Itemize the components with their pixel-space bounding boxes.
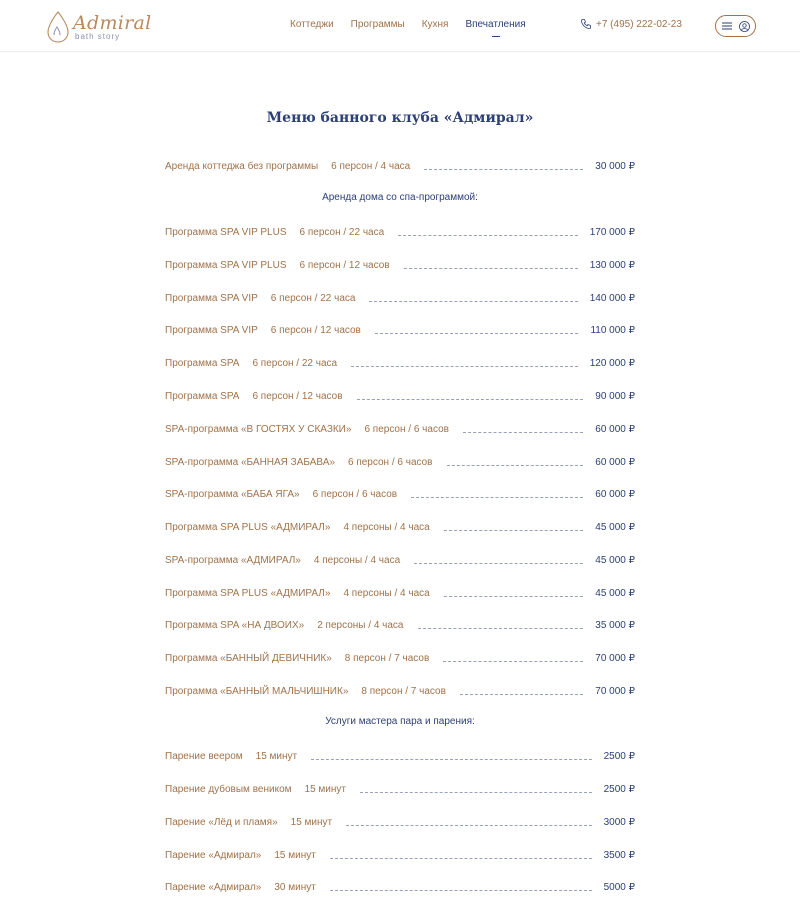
item-price: 110 000 ₽ (590, 325, 635, 336)
item-capacity: 6 персон / 12 часов (270, 325, 361, 336)
menu-row (165, 388, 635, 402)
item-name: SPA-программа «В ГОСТЯХ У СКАЗКИ» (165, 424, 352, 435)
menu-row (165, 519, 635, 533)
item-capacity: 6 персон / 12 часов (252, 391, 343, 402)
item-name: Парение «Лёд и пламя» (165, 817, 278, 828)
item-capacity: 6 персон / 12 часов (299, 260, 390, 271)
logo[interactable] (45, 11, 152, 43)
item-price: 3000 ₽ (603, 817, 635, 828)
item-capacity: 2 персоны / 4 часа (317, 620, 404, 631)
menu-row (165, 355, 635, 369)
item-price: 90 000 ₽ (595, 391, 635, 402)
item-price: 70 000 ₽ (595, 686, 635, 697)
item-price: 70 000 ₽ (595, 653, 635, 664)
item-capacity: 4 персоны / 4 часа (343, 522, 430, 533)
item-price: 35 000 ₽ (595, 620, 635, 631)
item-capacity: 6 персон / 6 часов (312, 489, 398, 500)
nav-programs[interactable]: Программы (350, 19, 405, 30)
item-capacity: 6 персон / 22 часа (299, 227, 385, 238)
drop-logo-icon (45, 11, 71, 43)
item-capacity: 15 минут (274, 850, 316, 861)
item-price: 45 000 ₽ (595, 588, 635, 599)
dotted-leader (444, 530, 584, 531)
item-price: 120 000 ₽ (589, 358, 635, 369)
menu-row (165, 552, 635, 566)
item-price: 170 000 ₽ (589, 227, 635, 238)
dotted-leader (424, 169, 583, 170)
item-capacity: 6 персон / 6 часов (364, 424, 449, 435)
phone-icon (580, 18, 592, 30)
item-price: 5000 ₽ (603, 882, 635, 893)
dotted-leader (360, 792, 592, 793)
item-price: 60 000 ₽ (595, 457, 635, 468)
item-capacity: 6 персон / 22 часа (252, 358, 338, 369)
menu-row (165, 224, 635, 238)
dotted-leader (443, 661, 583, 662)
item-price: 45 000 ₽ (595, 522, 635, 533)
phone-link[interactable] (580, 18, 682, 30)
dotted-leader (404, 268, 578, 269)
item-capacity: 4 персоны / 4 часа (343, 588, 430, 599)
dotted-leader (330, 890, 592, 891)
dotted-leader (447, 465, 584, 466)
item-name: Программа SPA PLUS «АДМИРАЛ» (165, 522, 331, 533)
menu-row (165, 322, 635, 336)
main-nav (290, 19, 543, 30)
item-price: 60 000 ₽ (595, 489, 635, 500)
item-name: Парение дубовым веником (165, 784, 292, 795)
item-name: Парение «Адмирал» (165, 882, 262, 893)
menu-row (165, 290, 635, 304)
item-name: Парение «Адмирал» (165, 850, 262, 861)
menu-row (165, 617, 635, 631)
item-price: 3500 ₽ (603, 850, 635, 861)
menu-row (165, 748, 635, 762)
dotted-leader (357, 399, 584, 400)
site-header (0, 0, 800, 52)
item-capacity: 30 минут (274, 882, 316, 893)
item-price: 2500 ₽ (603, 784, 635, 795)
dotted-leader (463, 432, 583, 433)
item-price: 60 000 ₽ (595, 424, 635, 435)
phone-number: +7 (495) 222-02-23 (596, 18, 682, 30)
menu-account-button[interactable] (715, 15, 756, 37)
item-capacity: 6 персон / 22 часа (270, 293, 356, 304)
dotted-leader (411, 497, 583, 498)
dotted-leader (375, 333, 579, 334)
menu-row (165, 486, 635, 500)
item-price: 45 000 ₽ (595, 555, 635, 566)
item-price: 130 000 ₽ (589, 260, 635, 271)
menu-row (165, 158, 635, 172)
menu-row (165, 879, 635, 893)
nav-kitchen[interactable]: Кухня (421, 19, 449, 30)
dotted-leader (460, 694, 583, 695)
item-capacity: 15 минут (255, 751, 298, 762)
menu-row (165, 257, 635, 271)
menu-row (165, 847, 635, 861)
menu-row (165, 421, 635, 435)
dotted-leader (414, 563, 583, 564)
dotted-leader (398, 235, 578, 236)
dotted-leader (346, 825, 591, 826)
item-capacity: 8 персон / 7 часов (344, 653, 430, 664)
item-name: Программа «БАННЫЙ МАЛЬЧИШНИК» (165, 686, 349, 697)
user-icon (739, 21, 750, 32)
item-name: Программа SPA (165, 358, 240, 369)
item-name: Парение веером (165, 751, 243, 762)
menu-row (165, 814, 635, 828)
dotted-leader (351, 366, 578, 367)
item-name: Программа «БАННЫЙ ДЕВИЧНИК» (165, 653, 332, 664)
item-name: Программа SPA «НА ДВОИХ» (165, 620, 305, 631)
logo-word: Admiral (73, 12, 152, 34)
menu-row (165, 650, 635, 664)
page-title: Меню банного клуба «Адмирал» (266, 110, 534, 126)
item-price: 140 000 ₽ (589, 293, 635, 304)
item-capacity: 15 минут (304, 784, 346, 795)
menu-row (165, 683, 635, 697)
item-name: Программа SPA (165, 391, 240, 402)
menu-row (165, 585, 635, 599)
item-capacity: 6 персон / 6 часов (347, 457, 433, 468)
dotted-leader (311, 759, 591, 760)
item-name: Программа SPA VIP PLUS (165, 227, 287, 238)
item-price: 2500 ₽ (603, 751, 635, 762)
nav-impressions[interactable]: Впечатления (465, 19, 526, 30)
menu-row (165, 454, 635, 468)
item-name: SPA-программа «БАБА ЯГА» (165, 489, 300, 500)
item-name: Программа SPA VIP (165, 293, 258, 304)
item-name: Программа SPA VIP PLUS (165, 260, 287, 271)
item-capacity: 4 персоны / 4 часа (313, 555, 401, 566)
nav-cottages[interactable]: Коттеджи (290, 19, 334, 30)
dotted-leader (444, 596, 584, 597)
item-name: SPA-программа «БАННАЯ ЗАБАВА» (165, 457, 335, 468)
item-name: SPA-программа «АДМИРАЛ» (165, 555, 301, 566)
item-name: Программа SPA VIP (165, 325, 258, 336)
section-title-spa: Аренда дома со спа-программой: (322, 192, 478, 203)
item-capacity: 15 минут (290, 817, 333, 828)
item-name: Программа SPA PLUS «АДМИРАЛ» (165, 588, 331, 599)
logo-subtitle: bath story (75, 32, 121, 41)
dotted-leader (369, 301, 577, 302)
menu-row (165, 781, 635, 795)
item-capacity: 8 персон / 7 часов (361, 686, 446, 697)
menu-icon (722, 22, 732, 30)
dotted-leader (330, 858, 592, 859)
dotted-leader (418, 628, 584, 629)
item-name: Аренда коттеджа без программы (165, 161, 319, 172)
item-price: 30 000 ₽ (595, 161, 635, 172)
section-title-steam: Услуги мастера пара и парения: (325, 716, 475, 727)
item-capacity: 6 персон / 4 часа (331, 161, 411, 172)
